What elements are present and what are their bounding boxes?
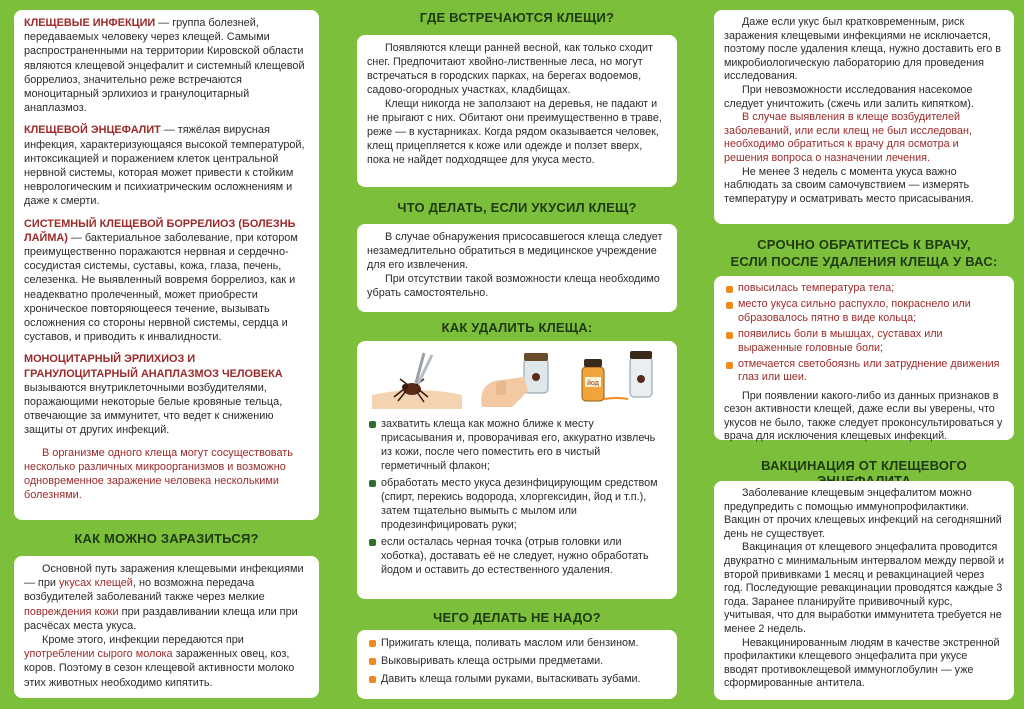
list-item: повысилась температура тела; (724, 282, 1004, 295)
list-item: обработать место укуса дезинфицирующим средством (спирт, перекись водорода, хлоргексидин, йод и т.п.), затем тщательно вымыть с мылом или продезинфицировать руки; (367, 476, 667, 532)
vaccination-title: ВАКЦИНАЦИЯ ОТ КЛЕЩЕВОГО (761, 458, 967, 473)
list-item: появились боли в мышцах, суставах или выраженные головные боли; (724, 328, 1004, 355)
where-ticks-title: ГДЕ ВСТРЕЧАЮТСЯ КЛЕЩИ? (419, 10, 615, 25)
coinfection-note: В организме одного клеща могут сосуществовать несколько различных микроорганизмов и возможно одновременное заражение человека несколькими болезнями. (24, 446, 293, 502)
doctor-consult-note: При появлении какого-либо из данных признаков в сезон активности клещей, даже если вы уверены, что укусов не было, также следует проконсультироваться у врача для исключения клещевых инфекций. (724, 389, 1003, 443)
bite-action-title: ЧТО ДЕЛАТЬ, ЕСЛИ УКУСИЛ КЛЕЩ? (397, 200, 637, 215)
remove-tick-panel (357, 341, 677, 599)
bite-action-self: При отсутствии такой возможности клеща необходимо убрать самостоятельно. (367, 273, 660, 299)
remove-tick-title: КАК УДАЛИТЬ КЛЕЩА: (441, 320, 593, 335)
column-right (700, 0, 1024, 709)
borreliosis-paragraph: СИСТЕМНЫЙ КЛЕЩЕВОЙ БОРРЕЛИОЗ (БОЛЕЗНЬ ЛАЙМА) — бактериальное заболевание, при котором преимущественно поражаются нервная и сердечно-сосудистая системы, суставы, кожа, глаза, печень, селезенка. Не выявленный вовремя боррелиоз, как и неадекватно пролеченный, может приобрести хроническое повторяющееся течение, вызывать осложнения со стороны нервной системы, сердца и суставов, и приводить к инвалидности. (24, 217, 298, 344)
infection-routes-title: КАК МОЖНО ЗАРАЗИТЬСЯ? (74, 531, 259, 546)
vaccination-schedule: Вакцинация от клещевого энцефалита проводится двукратно с минимальным интервалом между первой и второй прививками 1 месяц и ревакцинацией через год. Последующие ревакцинации проводятся каждые 3 года. Заранее планируйте прививочный курс, учитывая, что для выработки иммунитета требуется не менее 2 недель. (724, 541, 1005, 635)
infection-route-bites: Основной путь заражения клещевыми инфекциями — при укусах клещей, но возможна передача возбудителей заболеваний также через мелкие повреждения кожи при раздавливании клеща или при расчёсах места укуса. (24, 563, 304, 632)
vaccination-panel (714, 481, 1014, 700)
jar-hand-icon (472, 347, 562, 409)
symptoms-list (724, 282, 1004, 385)
tweezers-tick-icon (372, 347, 462, 409)
list-item: отмечается светобоязнь или затруднение движения глаз или шеи. (724, 358, 1004, 385)
iodine-bottle-label: йод (587, 380, 599, 387)
list-item: если осталась черная точка (отрыв головки или хоботка), доставать её не следует, нужно обработать йодом и оставить до естественного удаления. (367, 535, 667, 577)
removal-steps-list (367, 417, 667, 577)
jar-in-hand-illustration (472, 347, 562, 409)
iodine-bottle-icon (572, 347, 662, 409)
bite-action-panel (357, 224, 677, 312)
list-item: захватить клеща как можно ближе к месту присасывания и, проворачивая его, аккуратно извлечь из кожи, после чего поместить его в чистый герметичный флакон; (367, 417, 667, 473)
where-ticks-habitat: Клещи никогда не заползают на деревья, не падают и не прыгают с них. Обитают они преимущественно в траве, реже — в кустарниках. Когда рядом оказывается человек, клещ прицепляется к коже или одежде и ползет вверх, пока не найдет подходящее для укуса место. (367, 98, 662, 166)
dont-do-panel (357, 630, 677, 699)
encephalitis-paragraph: КЛЕЩЕВОЙ ЭНЦЕФАЛИТ — тяжёлая вирусная инфекция, характеризующаяся высокой температурой, интоксикацией и поражением клеток центральной нервной системы, которая может привести к стойким неврологическим и психиатрическим осложнениям и даже к смерти. (24, 124, 305, 208)
doctor-panel (714, 276, 1014, 443)
lab-test-observe: Не менее 3 недель с момента укуса важно наблюдать за своим самочувствием — измерять температуру и осматривать место присасывания. (724, 165, 974, 205)
lab-test-panel (714, 10, 1014, 224)
removal-illustrations (367, 347, 667, 409)
column-middle (345, 0, 685, 709)
list-item: Давить клеща голыми руками, вытаскивать зубами. (367, 672, 667, 687)
lab-test-destroy: При невозможности исследования насекомое следует уничтожить (сжечь или залить кипятком). (724, 83, 974, 110)
lab-test-advice: Даже если укус был кратковременным, риск заражения клещевыми инфекциями не исключается, поэтому после удаления клеща, нужно доставить его в микробиологическую лабораторию для проведения исследования. (724, 16, 1001, 83)
list-item: Прижигать клеща, поливать маслом или бензином. (367, 636, 667, 651)
list-item: Выковыривать клеща острыми предметами. (367, 654, 667, 669)
dont-do-title: ЧЕГО ДЕЛАТЬ НЕ НАДО? (433, 610, 601, 625)
column-left (0, 0, 333, 709)
where-ticks-panel (357, 35, 677, 187)
dont-do-list (367, 636, 667, 687)
lab-test-doctor: В случае выявления в клеще возбудителей заболеваний, или если клещ не был исследован, необходимо обратиться к врачу для осмотра и решения вопроса о назначении лечения. (724, 111, 972, 164)
infections-intro: КЛЕЩЕВЫЕ ИНФЕКЦИИ — группа болезней, передаваемых человеку через клещей. Самыми распространенными на территории Кировской области являются клещевой энцефалит и системный клещевой боррелиоз, значительно реже встречаются моноцитарный эрлихиоз и гранулоцитарный анаплазмоз. (24, 17, 305, 115)
ehrlichiosis-paragraph: МОНОЦИТАРНЫЙ ЭРЛИХИОЗ И ГРАНУЛОЦИТАРНЫЙ АНАПЛАЗМОЗ ЧЕЛОВЕКА вызываются внутриклеточными возбудителями, поражающими некоторые белые кровяные тельца, отвечающие за иммунитет, что ведет к снижению защиты от других инфекций. (24, 353, 283, 437)
where-ticks-season: Появляются клещи ранней весной, как только сходит снег. Предпочитают хвойно-лиственные леса, но могут встречаться в городских парках, на берегах водоемов, садово-огородных участках, кладбищах. (367, 42, 653, 96)
infection-route-milk: Кроме этого, инфекции передаются при употреблении сырого молока зараженных овец, коз, коров. Поэтому в сезон клещевой активности молоко этих животных необходимо кипятить. (24, 634, 295, 689)
vaccination-emergency: Невакцинированным людям в качестве экстренной профилактики клещевого энцефалита при укусе вводят противоклещевой иммуноглобулин — уже сформированные антитела. (724, 636, 1000, 690)
doctor-title: СРОЧНО ОБРАТИТЕСЬ К ВРАЧУ, ЕСЛИ ПОСЛЕ УДАЛЕНИЯ КЛЕЩА У ВАС: (730, 237, 998, 269)
infections-panel (14, 10, 319, 520)
infection-routes-panel (14, 556, 319, 698)
list-item: место укуса сильно распухло, покраснело или образовалось пятно в виде кольца; (724, 298, 1004, 325)
bite-action-medical: В случае обнаружения присосавшегося клеща следует незамедлительно обратиться в медицинское учреждение для его извлечения. (367, 231, 663, 271)
iodine-illustration (572, 347, 662, 409)
vaccination-intro: Заболевание клещевым энцефалитом можно предупредить с помощью иммунопрофилактики. Вакцин от прочих клещевых инфекций на сегодняшний день не существует. (724, 487, 1002, 540)
tweezers-illustration (372, 347, 462, 409)
